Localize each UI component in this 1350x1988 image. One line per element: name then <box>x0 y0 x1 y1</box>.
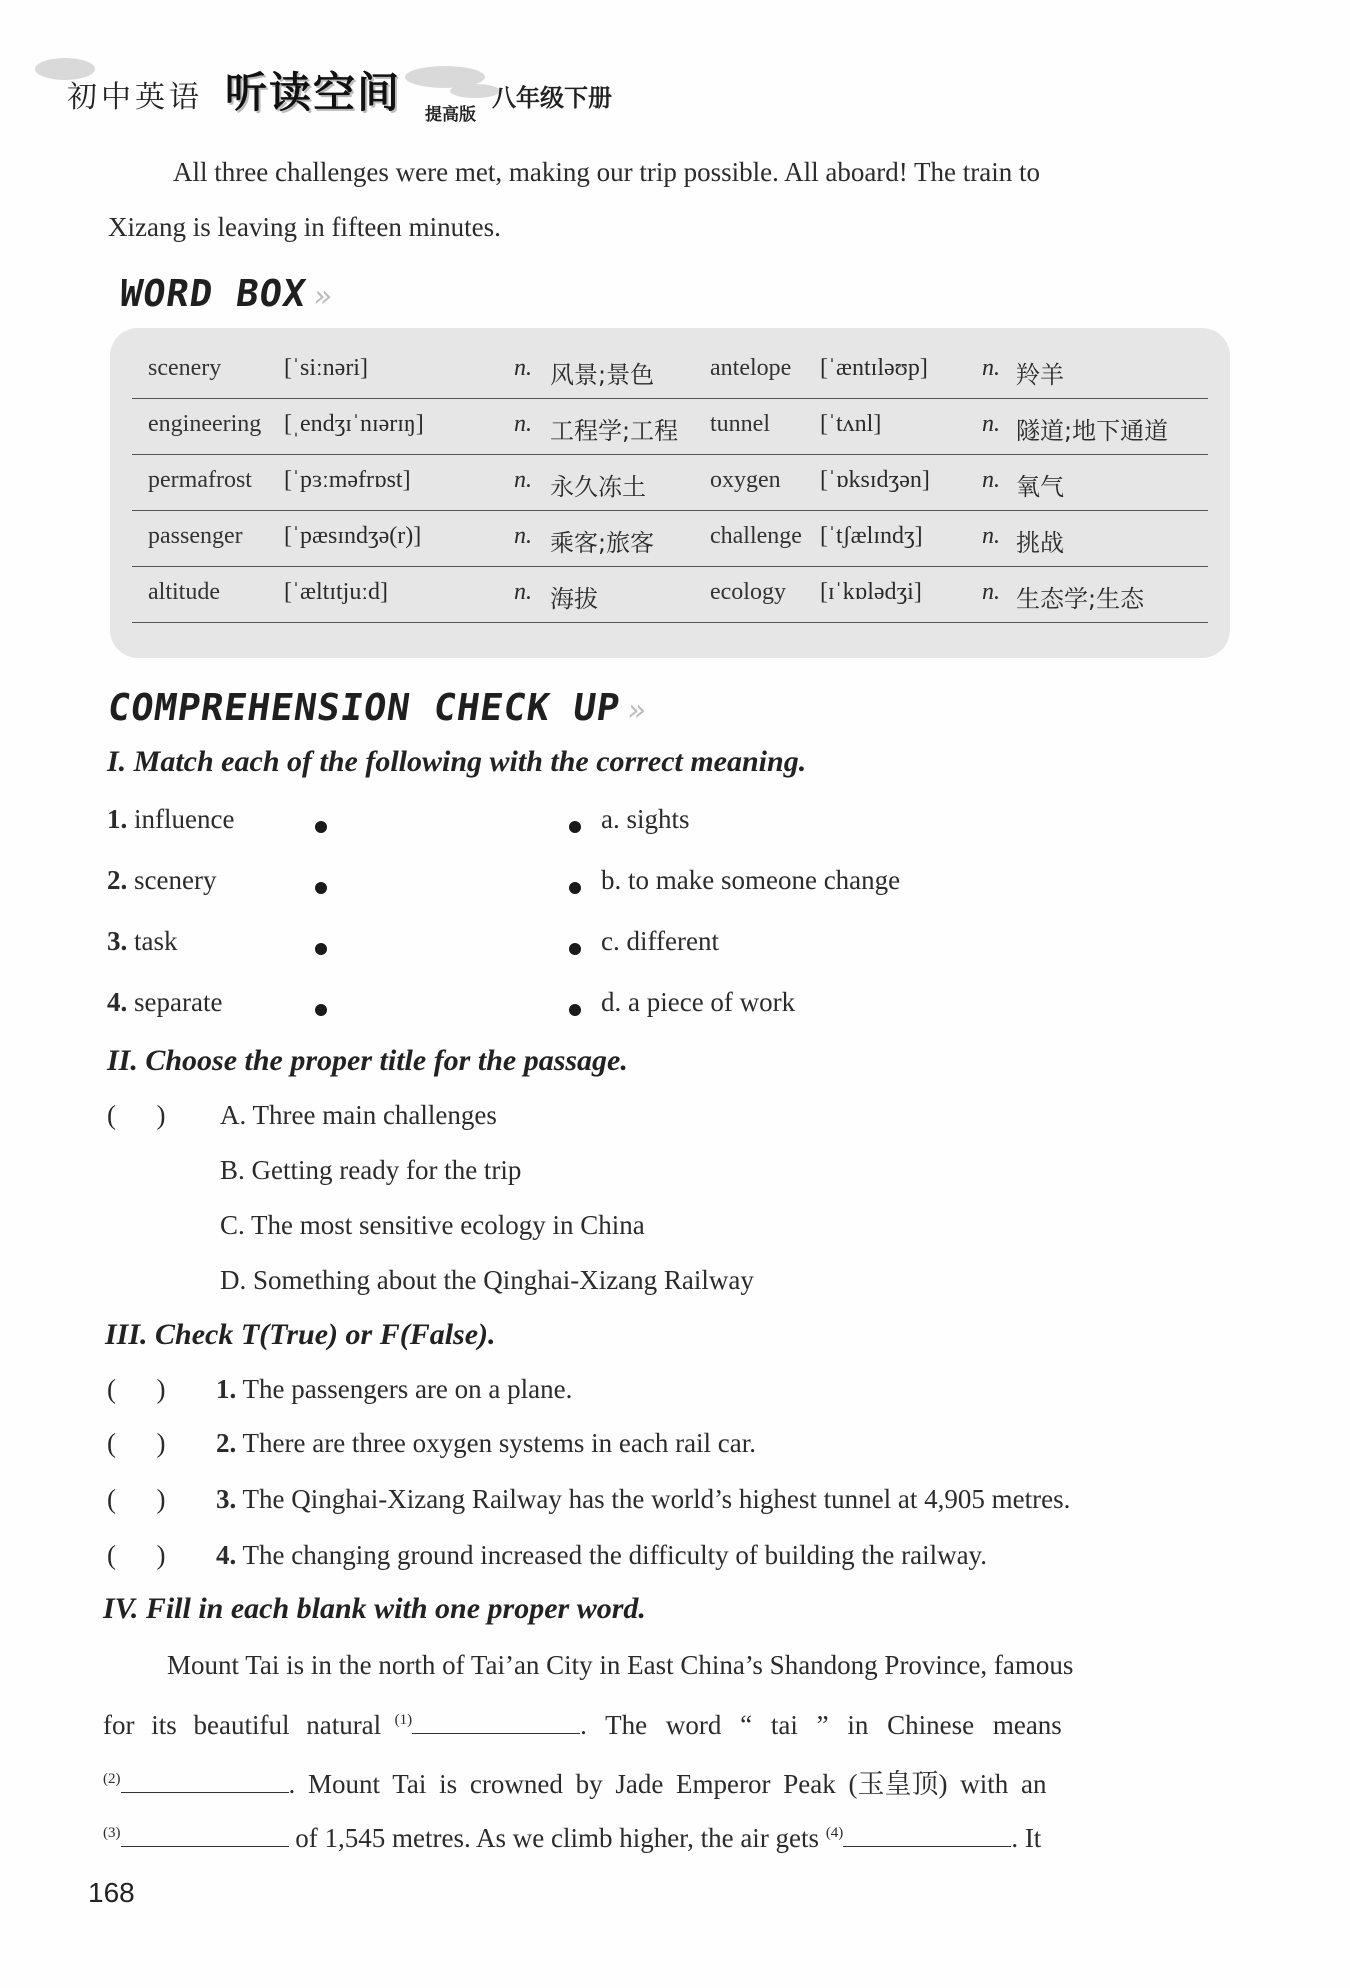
match-left-item <box>107 926 178 957</box>
part-of-speech: n. <box>514 467 532 493</box>
answer-paren[interactable]: ( ) <box>107 1374 166 1404</box>
word: oxygen <box>710 467 781 493</box>
blank-3[interactable] <box>121 1818 289 1847</box>
word-row <box>132 454 1208 511</box>
word: engineering <box>148 411 262 437</box>
match-left-item <box>107 987 222 1018</box>
phonetic: [ˈɒksɪdʒən] <box>820 467 930 493</box>
match-dot-left[interactable] <box>315 821 327 833</box>
option-c: C. The most sensitive ecology in China <box>220 1210 645 1240</box>
answer-paren[interactable]: ( ) <box>107 1484 166 1514</box>
word-box-title: WORD BOX <box>116 272 310 315</box>
passage-text: . The word “ tai ” in Chinese means <box>580 1710 1062 1740</box>
word: antelope <box>710 355 792 381</box>
phonetic: [ˈæntɪləʊp] <box>820 355 928 381</box>
comprehension-title: COMPREHENSION CHECK UP <box>104 686 624 729</box>
word-box <box>110 328 1230 658</box>
item-number: 2. <box>107 865 128 895</box>
phonetic: [ˈpɜːməfrɒst] <box>284 467 411 493</box>
phonetic: [ˈtʃælɪndʒ] <box>820 523 923 549</box>
item-number: 2. <box>216 1428 237 1458</box>
tf-item <box>216 1484 1070 1515</box>
meaning: 生态学;生态 <box>1016 585 1145 613</box>
item-text: The changing ground increased the difficulty of building the railway. <box>242 1540 988 1570</box>
comprehension-heading <box>105 686 650 729</box>
word: passenger <box>148 523 243 549</box>
meaning: 挑战 <box>1016 529 1064 557</box>
page-number: 168 <box>88 1877 135 1908</box>
book-title: 听读空间 <box>225 68 402 117</box>
passage-text: for its beautiful natural <box>103 1710 382 1740</box>
match-right-item: a. sights <box>601 804 690 834</box>
blank-marker: (1) <box>394 1712 413 1728</box>
part-of-speech: n. <box>982 523 1000 549</box>
word-row <box>132 566 1208 623</box>
word-row <box>132 342 1208 399</box>
item-text: The Qinghai-Xizang Railway has the world’s highest tunnel at 4,905 metres. <box>242 1484 1071 1514</box>
section-1-title: I. Match each of the following with the correct meaning. <box>107 745 807 778</box>
phonetic: [ˈtʌnl] <box>820 411 882 437</box>
series-title: 初中英语 <box>67 80 203 115</box>
blank-marker: (4) <box>825 1825 844 1841</box>
blank-1[interactable] <box>412 1705 580 1734</box>
part-of-speech: n. <box>982 579 1000 605</box>
phonetic: [ˈpæsɪndʒə(r)] <box>284 523 422 549</box>
match-left-item <box>107 865 216 896</box>
item-text: influence <box>134 804 235 834</box>
section-4-title: IV. Fill in each blank with one proper word. <box>103 1592 646 1625</box>
item-text: The passengers are on a plane. <box>242 1374 573 1404</box>
word: scenery <box>148 355 222 381</box>
match-dot-right[interactable] <box>569 943 581 955</box>
part-of-speech: n. <box>514 355 532 381</box>
meaning: 工程学;工程 <box>550 417 679 445</box>
passage-line <box>103 1818 1041 1854</box>
match-dot-right[interactable] <box>569 1004 581 1016</box>
match-dot-right[interactable] <box>569 821 581 833</box>
item-number: 1. <box>216 1374 237 1404</box>
item-number: 4. <box>107 987 128 1017</box>
part-of-speech: n. <box>514 411 532 437</box>
meaning: 永久冻土 <box>550 473 646 501</box>
item-text: separate <box>134 987 223 1017</box>
passage-text: of 1,545 metres. As we climb higher, the air gets <box>295 1823 820 1853</box>
phonetic: [ɪˈkɒlədʒi] <box>820 579 922 605</box>
tf-item <box>216 1374 572 1405</box>
item-number: 3. <box>107 926 128 956</box>
part-of-speech: n. <box>514 523 532 549</box>
meaning: 氧气 <box>1016 473 1064 501</box>
passage-line <box>103 1705 1062 1741</box>
blank-marker: (3) <box>103 1825 121 1841</box>
match-dot-left[interactable] <box>315 943 327 955</box>
word: tunnel <box>710 411 770 437</box>
grade-label: 八年级下册 <box>492 84 612 112</box>
word-row <box>132 510 1208 567</box>
item-number: 4. <box>216 1540 237 1570</box>
meaning: 风景;景色 <box>550 361 655 389</box>
phonetic: [ˌendʒɪˈnɪərɪŋ] <box>284 411 424 437</box>
section-2-title: II. Choose the proper title for the passage. <box>107 1044 628 1077</box>
word: altitude <box>148 579 220 605</box>
passage-line <box>103 1762 1046 1801</box>
item-text: scenery <box>134 865 217 895</box>
word-row <box>132 398 1208 455</box>
tf-item <box>216 1540 987 1571</box>
option-d: D. Something about the Qinghai-Xizang Railway <box>220 1265 754 1295</box>
passage-text: . Mount Tai is crowned by Jade Emperor Peak (玉皇顶) with an <box>288 1769 1047 1799</box>
item-text: There are three oxygen systems in each rail car. <box>242 1428 757 1458</box>
item-text: task <box>134 926 178 956</box>
meaning: 隧道;地下通道 <box>1016 417 1169 445</box>
blank-2[interactable] <box>121 1764 289 1793</box>
chevron-right-icon: » <box>625 693 650 728</box>
section-3-title: III. Check T(True) or F(False). <box>105 1318 496 1351</box>
part-of-speech: n. <box>982 467 1000 493</box>
match-right-item: b. to make someone change <box>601 865 901 895</box>
meaning: 海拔 <box>550 585 598 613</box>
blank-marker: (2) <box>103 1771 121 1787</box>
answer-paren[interactable]: ( ) <box>107 1100 166 1130</box>
part-of-speech: n. <box>514 579 532 605</box>
word: permafrost <box>148 467 252 493</box>
option-a: A. Three main challenges <box>220 1100 497 1130</box>
meaning: 羚羊 <box>1016 361 1064 389</box>
match-left-item <box>107 804 234 835</box>
match-dot-left[interactable] <box>315 882 327 894</box>
page-header <box>55 58 655 133</box>
match-dot-left[interactable] <box>315 1004 327 1016</box>
item-number: 3. <box>216 1484 237 1514</box>
chevron-right-icon: » <box>311 279 336 314</box>
match-right-item: d. a piece of work <box>601 987 796 1017</box>
match-right-item: c. different <box>601 926 719 956</box>
blank-4[interactable] <box>843 1818 1011 1847</box>
item-number: 1. <box>107 804 128 834</box>
tf-item <box>216 1428 756 1459</box>
intro-line-1: All three challenges were met, making our trip possible. All aboard! The train to <box>173 157 1041 187</box>
option-b: B. Getting ready for the trip <box>220 1155 522 1185</box>
passage-line: Mount Tai is in the north of Tai’an City in East China’s Shandong Province, famous <box>167 1650 1074 1680</box>
answer-paren[interactable]: ( ) <box>107 1428 166 1458</box>
word-box-heading <box>117 272 336 315</box>
phonetic: [ˈsiːnəri] <box>284 355 368 381</box>
phonetic: [ˈæltɪtjuːd] <box>284 579 388 605</box>
answer-paren[interactable]: ( ) <box>107 1540 166 1570</box>
word: ecology <box>710 579 786 605</box>
passage-text: . It <box>1011 1823 1042 1853</box>
edition-label: 提高版 <box>425 105 476 125</box>
part-of-speech: n. <box>982 355 1000 381</box>
match-dot-right[interactable] <box>569 882 581 894</box>
intro-line-2: Xizang is leaving in fifteen minutes. <box>108 212 501 242</box>
part-of-speech: n. <box>982 411 1000 437</box>
meaning: 乘客;旅客 <box>550 529 655 557</box>
word: challenge <box>710 523 802 549</box>
